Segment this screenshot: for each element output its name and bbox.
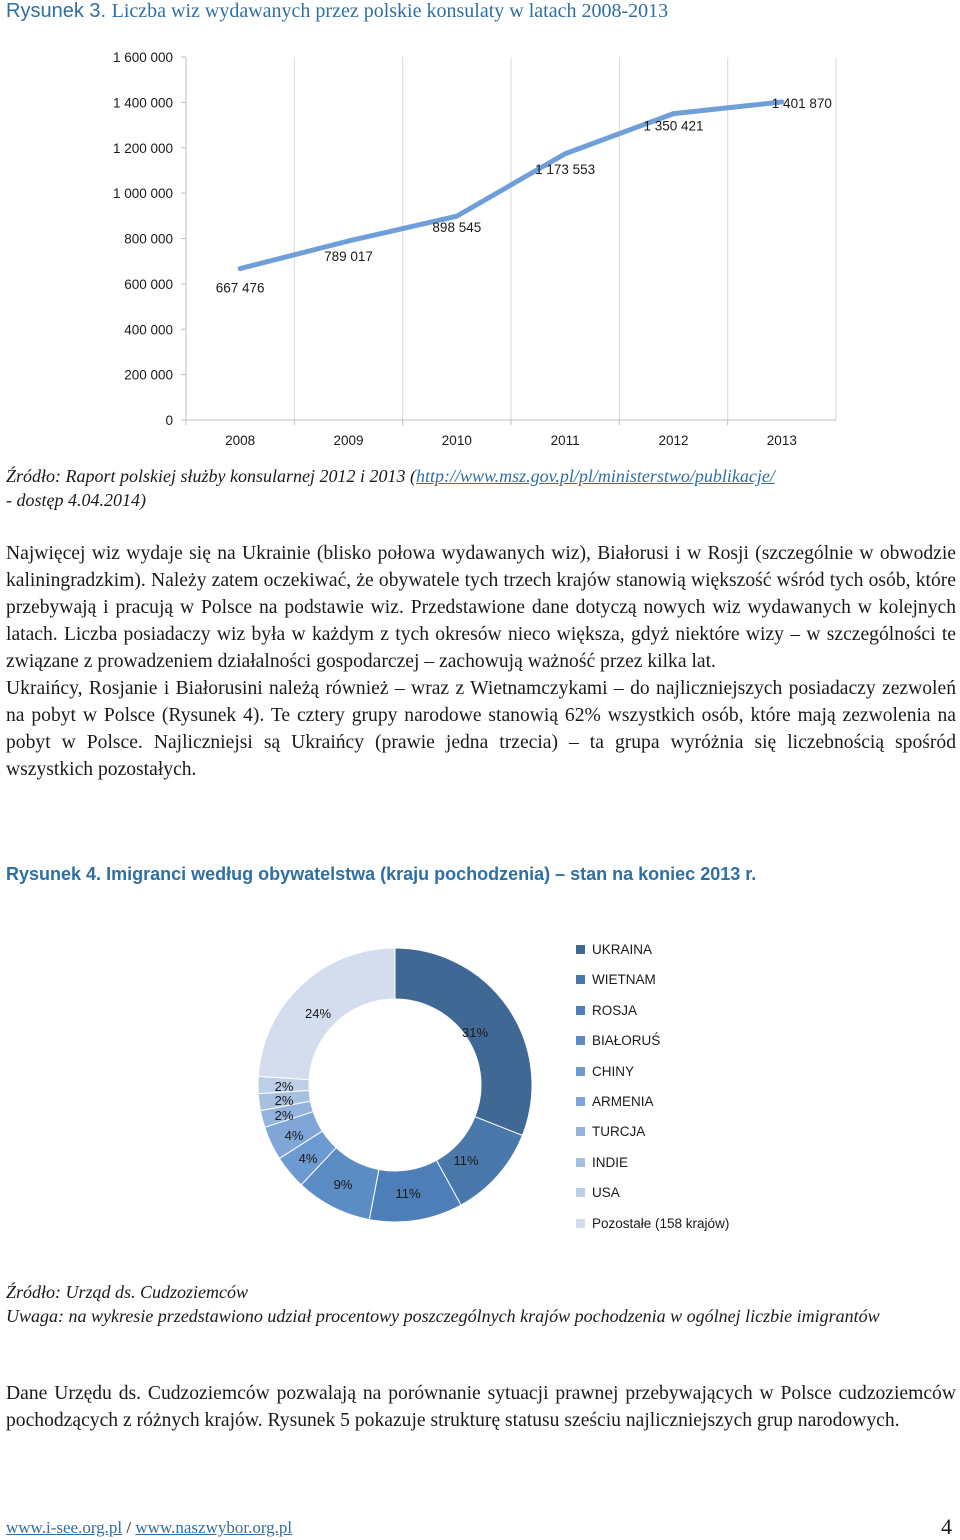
data-label: 1 350 421 — [643, 118, 704, 134]
legend-item — [576, 1003, 637, 1018]
data-label: 789 017 — [324, 248, 373, 264]
y-tick-label: 1 600 000 — [112, 50, 173, 65]
legend-swatch — [576, 1219, 585, 1228]
legend-item — [576, 972, 656, 987]
data-label: 898 545 — [432, 220, 482, 236]
x-tick-label: 2011 — [550, 433, 580, 448]
slice-value-label: 9% — [333, 1177, 353, 1192]
y-tick-label: 1 200 000 — [112, 140, 173, 156]
immigrants-donut-chart — [240, 930, 550, 1240]
legend-item — [576, 1124, 645, 1139]
y-tick-label: 1 400 000 — [112, 95, 173, 111]
body-text-1 — [6, 540, 956, 783]
slice-value-label: 24% — [304, 1006, 332, 1021]
slice-value-label: 2% — [274, 1093, 294, 1108]
legend-item — [576, 1185, 620, 1200]
figure3-title: Liczba wiz wydawanych przez polskie konsulaty w latach 2008-2013 — [111, 0, 669, 22]
data-label: 1 401 870 — [771, 95, 832, 111]
legend-swatch — [576, 1097, 585, 1106]
slice-value-label: 4% — [284, 1128, 304, 1143]
figure3-caption — [6, 0, 668, 23]
legend-swatch — [576, 1188, 585, 1197]
legend-label: BIAŁORUŚ — [592, 1033, 661, 1049]
x-tick-label: 2012 — [658, 433, 689, 448]
slice-value-label: 11% — [395, 1186, 421, 1201]
legend-label: WIETNAM — [592, 972, 656, 988]
legend-swatch — [576, 945, 585, 954]
footer-links — [6, 1518, 292, 1538]
y-tick-label: 200 000 — [124, 367, 173, 383]
figure3-source — [6, 464, 958, 512]
legend-item — [576, 1094, 654, 1109]
legend-label: UKRAINA — [592, 942, 653, 957]
legend-item — [576, 1216, 729, 1231]
legend-label: CHINY — [592, 1063, 635, 1079]
y-tick-label: 1 000 000 — [112, 186, 173, 202]
legend-item — [576, 942, 652, 957]
legend-swatch — [576, 975, 585, 984]
legend-label: INDIE — [592, 1154, 629, 1170]
slice-value-label: 31% — [461, 1025, 489, 1040]
legend-label: USA — [592, 1185, 620, 1201]
legend-item — [576, 1033, 660, 1048]
figure4-title: Imigranci według obywatelstwa (kraju pochodzenia) – stan na koniec 2013 r. — [106, 864, 757, 884]
paragraph-3: Dane Urzędu ds. Cudzoziemców pozwalają na porównanie sytuacji prawnej przebywających w Polsce cudzoziemców pochodzących z różnych krajów. Rysunek 5 pokazuje strukturę statusu sześciu najliczniejszych grup narodowych. — [6, 1383, 956, 1431]
donut-slice — [395, 948, 532, 1135]
y-tick-label: 400 000 — [124, 322, 173, 338]
legend-swatch — [576, 1006, 585, 1015]
x-tick-label: 2009 — [333, 433, 364, 448]
figure4-note: Uwaga: na wykresie przedstawiono udział procentowy poszczególnych krajów pochodzenia w ogólnej liczbie imigrantów — [6, 1306, 880, 1326]
figure4-caption — [6, 864, 756, 885]
figure4-source — [6, 1280, 958, 1328]
footer-link-isee[interactable]: www.i-see.org.pl — [6, 1518, 123, 1537]
x-tick-label: 2010 — [441, 433, 472, 448]
x-tick-label: 2008 — [225, 433, 256, 448]
legend-label: ARMENIA — [592, 1094, 654, 1109]
body-text-2 — [6, 1380, 956, 1434]
y-tick-label: 800 000 — [124, 231, 173, 247]
y-tick-label: 600 000 — [124, 276, 173, 292]
legend-label: ROSJA — [592, 1002, 638, 1018]
paragraph-1: Najwięcej wiz wydaje się na Ukrainie (blisko połowa wydawanych wiz), Białorusi i w Rosji (szczególnie w obwodzie kaliningradzkim). Należy zatem oczekiwać, że obywatele tych trzech krajów stanowią większość wśród tych osób, które przebywają i pracują w Polsce na podstawie wiz. Przedstawione dane dotyczą nowych wiz wydawanych w kolejnych latach. Liczba posiadaczy wiz była w każdym z tych okresów nieco większa, gdyż niektóre wizy – w szczególności te związane z prowadzeniem działalności gospodarczej – zachowują ważność przez kilka lat. — [6, 543, 956, 672]
legend-swatch — [576, 1036, 585, 1045]
footer-separator: / — [122, 1518, 136, 1537]
x-tick-label: 2013 — [766, 433, 797, 448]
figure3-source-text: Źródło: Raport polskiej służby konsularnej 2012 i 2013 ( — [6, 466, 416, 486]
legend-swatch — [576, 1127, 585, 1136]
data-label: 667 476 — [215, 280, 265, 296]
y-tick-label: 0 — [165, 413, 173, 428]
figure3-source-link[interactable]: http://www.msz.gov.pl/pl/ministerstwo/publikacje/ — [415, 466, 775, 486]
legend-swatch — [576, 1158, 585, 1167]
footer-link-naszwybor[interactable]: www.naszwybor.org.pl — [135, 1518, 293, 1537]
figure3-source-tail: - dostęp 4.04.2014) — [6, 490, 146, 510]
paragraph-2: Ukraińcy, Rosjanie i Białorusini należą również – wraz z Wietnamczykami – do najliczniejszych posiadaczy zezwoleń na pobyt w Polsce (Rysunek 4). Te cztery grupy narodowe stanowią 62% wszystkich osób, które mają zezwolenia na pobyt w Polsce. Najliczniejsi są Ukraińcy (prawie jedna trzecia) – ta grupa wyróżnia się liczebnością spośród wszystkich pozostałych. — [6, 678, 956, 780]
slice-value-label: 2% — [274, 1108, 294, 1123]
figure3-label: Rysunek 3. — [6, 0, 107, 22]
slice-value-label: 4% — [298, 1151, 318, 1166]
page-number: 4 — [941, 1514, 952, 1539]
figure4-label: Rysunek 4. — [6, 864, 102, 884]
legend-label: Pozostałe (158 krajów) — [592, 1215, 730, 1231]
legend-item — [576, 1064, 634, 1079]
figure4-source-text: Źródło: Urząd ds. Cudzoziemców — [6, 1282, 249, 1302]
legend-swatch — [576, 1067, 585, 1076]
legend-item — [576, 1155, 628, 1170]
slice-value-label: 11% — [453, 1153, 479, 1168]
legend-label: TURCJA — [592, 1124, 646, 1140]
slice-value-label: 2% — [274, 1079, 294, 1094]
data-label: 1 173 553 — [535, 161, 596, 177]
visa-line-chart — [0, 30, 960, 460]
